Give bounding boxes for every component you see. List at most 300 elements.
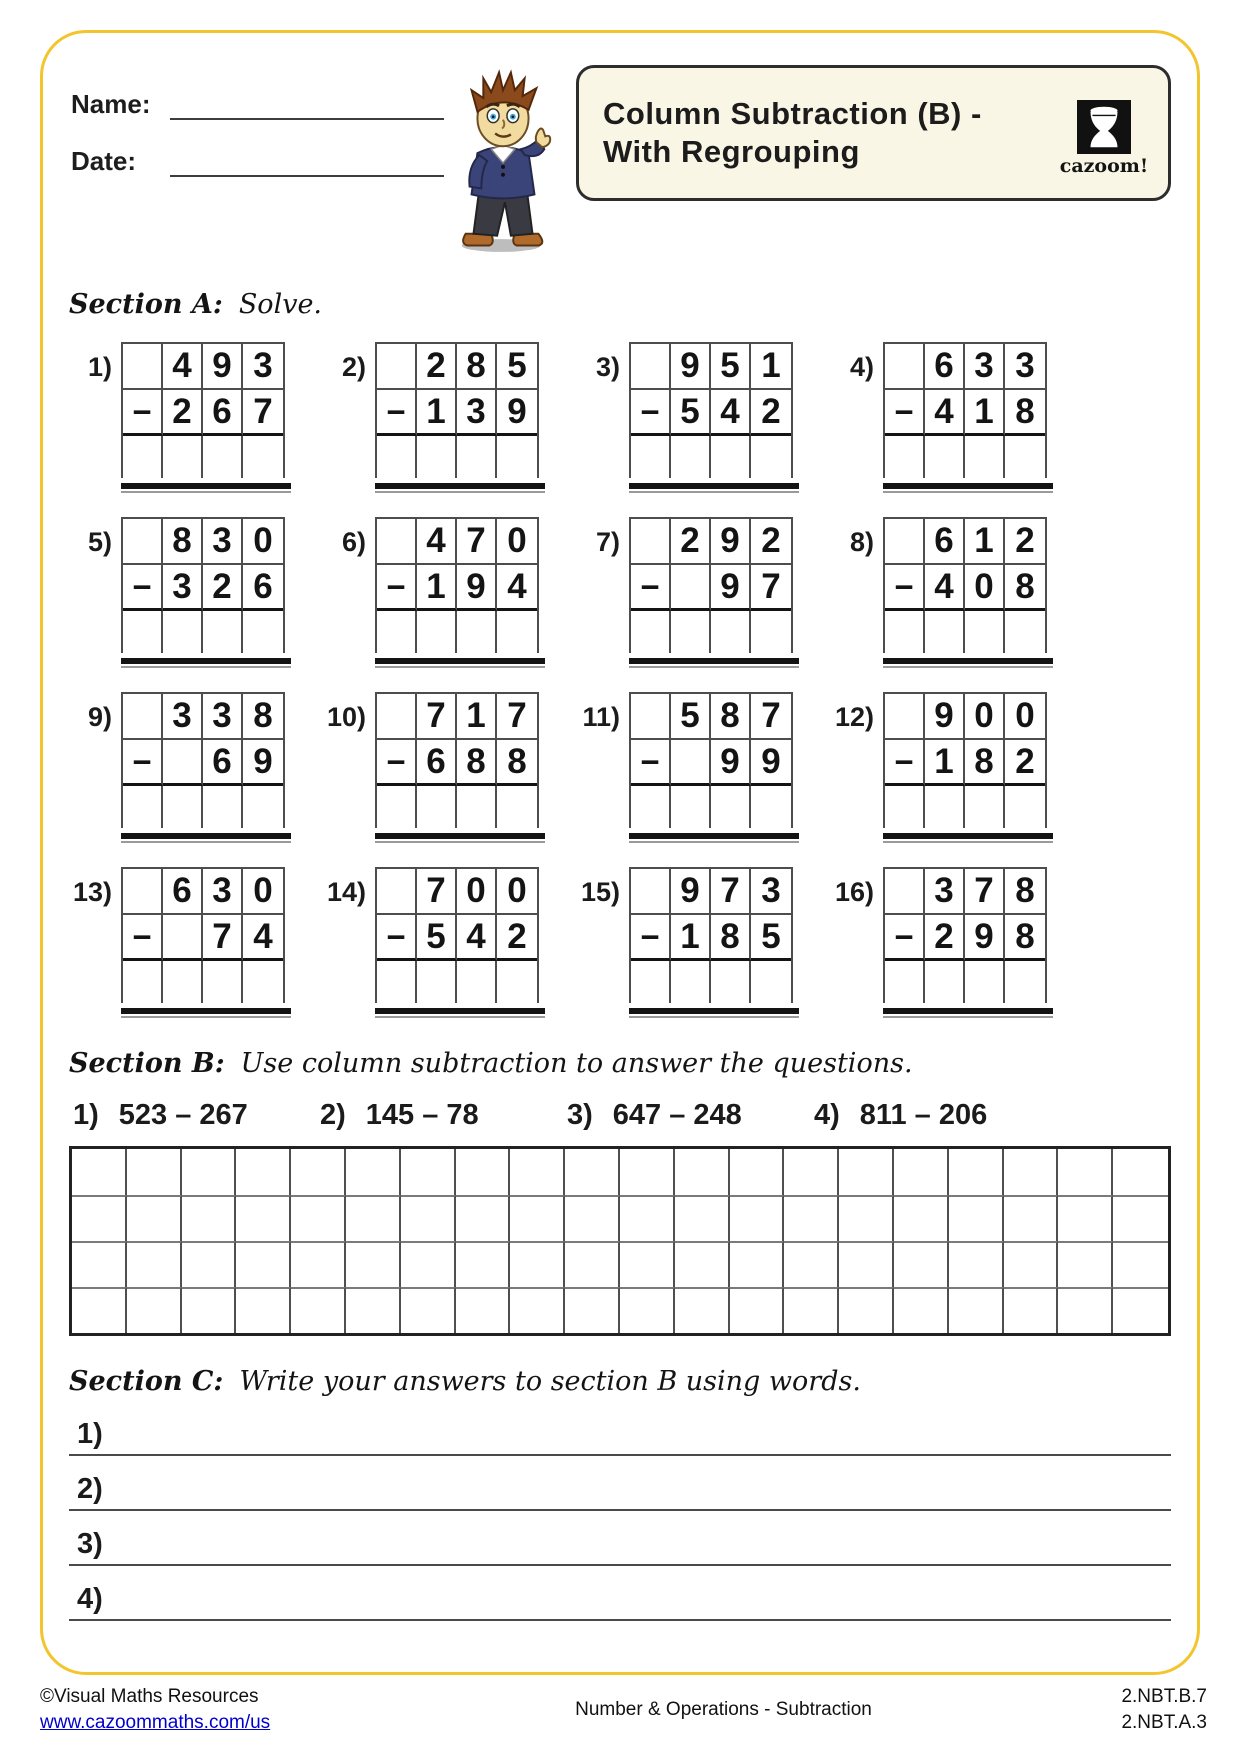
answer-cell[interactable]: [711, 961, 751, 1003]
digit-cell: 3: [163, 694, 203, 740]
work-grid-cell[interactable]: [72, 1149, 127, 1195]
digit-cell: 2: [163, 390, 203, 436]
section-b-problem: [814, 1099, 1061, 1132]
answer-cell[interactable]: [163, 961, 203, 1003]
standard-code-1: 2.NBT.B.7: [1121, 1686, 1207, 1707]
answer-cell[interactable]: [203, 786, 243, 828]
work-grid-cell[interactable]: [456, 1195, 511, 1241]
answer-cell[interactable]: [965, 611, 1005, 653]
answer-thick-line: [121, 1008, 291, 1014]
column-subtraction-grid: [629, 867, 793, 1003]
cazoommaths-link[interactable]: www.cazoommaths.com/us: [40, 1711, 271, 1733]
answer-thick-line: [375, 483, 545, 489]
problem-number: 4): [849, 352, 874, 382]
answer-thin-line: [375, 1016, 545, 1018]
answer-cell[interactable]: [243, 786, 283, 828]
top-number-row: [631, 869, 791, 915]
digit-cell: 0: [243, 869, 283, 915]
answer-thin-line: [883, 841, 1053, 843]
problem-number: 6): [341, 527, 366, 557]
subtraction-expression: 145 – 78: [365, 1099, 479, 1131]
digit-cell: [377, 869, 417, 915]
work-grid-cell[interactable]: [1058, 1241, 1113, 1287]
work-grid-cell[interactable]: [346, 1149, 401, 1195]
line-number: 4): [77, 1583, 103, 1615]
digit-cell: [885, 694, 925, 740]
answer-cell[interactable]: [123, 436, 163, 478]
answer-thin-line: [883, 666, 1053, 668]
column-subtraction-grid: [121, 692, 285, 828]
column-subtraction-grid: [375, 867, 539, 1003]
subtraction-problem: [577, 692, 831, 843]
work-grid-cell[interactable]: [456, 1149, 511, 1195]
work-grid-cell[interactable]: [1113, 1149, 1168, 1195]
digit-cell: 3: [751, 869, 791, 915]
answer-thick-line: [883, 483, 1053, 489]
work-grid-cell[interactable]: [784, 1287, 839, 1333]
subtraction-expression: 523 – 267: [118, 1099, 248, 1131]
work-grid-cell[interactable]: [291, 1149, 346, 1195]
work-grid-cell[interactable]: [72, 1241, 127, 1287]
work-grid-cell[interactable]: [346, 1287, 401, 1333]
section-c-heading: Section C: Write your answers to section B using words.: [69, 1366, 861, 1397]
work-grid-cell[interactable]: [1058, 1287, 1113, 1333]
work-grid-cell[interactable]: [675, 1149, 730, 1195]
work-grid-cell[interactable]: [182, 1195, 237, 1241]
problem-number: 1): [87, 352, 112, 382]
work-grid-cell[interactable]: [510, 1195, 565, 1241]
digit-cell: 6: [417, 740, 457, 786]
work-grid-cell[interactable]: [1004, 1241, 1059, 1287]
hourglass-drum-icon: [1077, 100, 1131, 154]
answer-writing-line[interactable]: [69, 1456, 1171, 1511]
mid-number-row: [631, 915, 791, 961]
answer-cell[interactable]: [497, 436, 537, 478]
work-grid-cell[interactable]: [236, 1241, 291, 1287]
digit-cell: 3: [925, 869, 965, 915]
digit-cell: 0: [965, 565, 1005, 611]
work-grid-cell[interactable]: [730, 1241, 785, 1287]
work-grid-cell[interactable]: [675, 1241, 730, 1287]
work-grid-cell[interactable]: [565, 1149, 620, 1195]
mid-number-row: [631, 740, 791, 786]
work-grid-cell[interactable]: [730, 1149, 785, 1195]
answer-cell[interactable]: [711, 611, 751, 653]
answer-cell[interactable]: [751, 436, 791, 478]
answer-thick-line: [629, 658, 799, 664]
answer-cell[interactable]: [123, 961, 163, 1003]
minus-sign-cell: −: [377, 565, 417, 611]
answer-cell[interactable]: [631, 786, 671, 828]
digit-cell: [885, 344, 925, 390]
answer-cell[interactable]: [497, 786, 537, 828]
column-subtraction-grid: [375, 692, 539, 828]
work-grid-cell[interactable]: [784, 1149, 839, 1195]
answer-cell[interactable]: [243, 436, 283, 478]
work-grid-cell[interactable]: [839, 1241, 894, 1287]
work-grid-cell[interactable]: [1058, 1195, 1113, 1241]
digit-cell: 4: [163, 344, 203, 390]
answer-cell[interactable]: [751, 786, 791, 828]
answer-cell[interactable]: [377, 611, 417, 653]
problem-number: 2): [341, 352, 366, 382]
answer-cell[interactable]: [885, 961, 925, 1003]
work-grid-cell[interactable]: [127, 1149, 182, 1195]
mid-number-row: [377, 565, 537, 611]
minus-sign-cell: −: [377, 740, 417, 786]
answer-cell[interactable]: [711, 436, 751, 478]
digit-cell: 0: [497, 869, 537, 915]
mid-number-row: [885, 565, 1045, 611]
answer-row: [631, 436, 791, 478]
digit-cell: 7: [457, 519, 497, 565]
work-grid-cell[interactable]: [894, 1241, 949, 1287]
work-grid-cell[interactable]: [401, 1287, 456, 1333]
work-grid-cell[interactable]: [1004, 1287, 1059, 1333]
work-grid-cell[interactable]: [730, 1195, 785, 1241]
mid-number-row: [123, 390, 283, 436]
minus-sign-cell: −: [631, 390, 671, 436]
answer-row: [885, 611, 1045, 653]
answer-cell[interactable]: [497, 611, 537, 653]
work-grid-cell[interactable]: [894, 1195, 949, 1241]
answer-cell[interactable]: [457, 611, 497, 653]
work-grid-cell[interactable]: [510, 1149, 565, 1195]
work-grid-cell[interactable]: [675, 1195, 730, 1241]
column-subtraction-grid: [121, 867, 285, 1003]
work-grid-cell[interactable]: [949, 1287, 1004, 1333]
answer-cell[interactable]: [751, 961, 791, 1003]
digit-cell: [631, 694, 671, 740]
answer-cell[interactable]: [885, 436, 925, 478]
subtraction-problem: [831, 342, 1085, 493]
answer-cell[interactable]: [671, 436, 711, 478]
work-grid-cell[interactable]: [620, 1195, 675, 1241]
name-input-line[interactable]: [170, 90, 444, 120]
problem-grid: [121, 342, 291, 493]
answer-writing-line[interactable]: [69, 1511, 1171, 1566]
answer-thick-line: [121, 658, 291, 664]
digit-cell: 8: [243, 694, 283, 740]
answer-cell[interactable]: [377, 436, 417, 478]
work-grid-cell[interactable]: [291, 1241, 346, 1287]
digit-cell: 3: [1005, 344, 1045, 390]
answer-cell[interactable]: [457, 436, 497, 478]
digit-cell: 2: [671, 519, 711, 565]
work-grid-cell[interactable]: [839, 1287, 894, 1333]
work-grid-cell[interactable]: [675, 1287, 730, 1333]
work-grid-cell[interactable]: [1004, 1195, 1059, 1241]
answer-cell[interactable]: [417, 436, 457, 478]
work-grid-cell[interactable]: [620, 1149, 675, 1195]
work-grid-cell[interactable]: [346, 1195, 401, 1241]
mid-number-row: [377, 915, 537, 961]
answer-cell[interactable]: [965, 961, 1005, 1003]
answer-cell[interactable]: [123, 611, 163, 653]
work-grid-cell[interactable]: [510, 1241, 565, 1287]
work-grid-cell[interactable]: [182, 1241, 237, 1287]
answer-cell[interactable]: [631, 961, 671, 1003]
footer: [40, 1684, 1207, 1735]
answer-cell[interactable]: [417, 786, 457, 828]
column-subtraction-grid: [883, 517, 1047, 653]
work-grid-cell[interactable]: [894, 1149, 949, 1195]
mid-number-row: [377, 740, 537, 786]
work-grid-cell[interactable]: [236, 1195, 291, 1241]
work-grid-cell[interactable]: [401, 1149, 456, 1195]
problem-number: 5): [87, 527, 112, 557]
answer-cell[interactable]: [671, 611, 711, 653]
work-grid-cell[interactable]: [620, 1241, 675, 1287]
minus-sign-cell: −: [123, 565, 163, 611]
work-grid-cell[interactable]: [346, 1241, 401, 1287]
digit-cell: 0: [1005, 694, 1045, 740]
logo-wordmark: cazoom!: [1059, 154, 1149, 177]
problem-number: 12): [834, 702, 874, 732]
digit-cell: 6: [203, 390, 243, 436]
answer-row: [123, 961, 283, 1003]
work-grid-cell[interactable]: [839, 1195, 894, 1241]
digit-cell: 5: [417, 915, 457, 961]
minus-sign-cell: −: [377, 390, 417, 436]
work-grid-cell[interactable]: [784, 1241, 839, 1287]
work-grid-cell[interactable]: [565, 1241, 620, 1287]
top-number-row: [885, 519, 1045, 565]
answer-thin-line: [375, 666, 545, 668]
answer-cell[interactable]: [925, 786, 965, 828]
date-input-line[interactable]: [170, 147, 444, 177]
answer-cell[interactable]: [751, 611, 791, 653]
answer-cell[interactable]: [417, 611, 457, 653]
digit-cell: 9: [711, 565, 751, 611]
work-grid-cell[interactable]: [291, 1195, 346, 1241]
work-grid-cell[interactable]: [127, 1287, 182, 1333]
work-grid-cell[interactable]: [949, 1241, 1004, 1287]
work-grid-cell[interactable]: [401, 1195, 456, 1241]
work-grid-cell[interactable]: [291, 1287, 346, 1333]
answer-thick-line: [375, 658, 545, 664]
answer-row: [885, 786, 1045, 828]
answer-cell[interactable]: [377, 961, 417, 1003]
work-grid-cell[interactable]: [949, 1149, 1004, 1195]
mid-number-row: [123, 740, 283, 786]
answer-thin-line: [629, 666, 799, 668]
problem-number: 3): [567, 1099, 593, 1131]
digit-cell: 8: [711, 915, 751, 961]
answer-cell[interactable]: [203, 436, 243, 478]
problem-number: 14): [326, 877, 366, 907]
answer-row: [377, 436, 537, 478]
answer-row: [377, 786, 537, 828]
problem-number: 13): [72, 877, 112, 907]
answer-cell[interactable]: [671, 786, 711, 828]
digit-cell: 1: [751, 344, 791, 390]
digit-cell: 5: [671, 390, 711, 436]
column-subtraction-grid: [375, 342, 539, 478]
digit-cell: 4: [711, 390, 751, 436]
digit-cell: 8: [457, 740, 497, 786]
work-grid-cell[interactable]: [784, 1195, 839, 1241]
problem-grid: [121, 867, 291, 1018]
work-grid-cell[interactable]: [127, 1241, 182, 1287]
work-grid-cell[interactable]: [894, 1287, 949, 1333]
answer-cell[interactable]: [671, 961, 711, 1003]
answer-cell[interactable]: [457, 786, 497, 828]
work-grid-cell[interactable]: [1058, 1149, 1113, 1195]
answer-row: [631, 786, 791, 828]
answer-cell[interactable]: [243, 611, 283, 653]
answer-cell[interactable]: [925, 611, 965, 653]
section-b-work-grid: [69, 1146, 1171, 1336]
digit-cell: 9: [671, 344, 711, 390]
work-grid-cell[interactable]: [565, 1287, 620, 1333]
standards-block: [1072, 1684, 1207, 1735]
work-grid-cell[interactable]: [182, 1287, 237, 1333]
answer-writing-line[interactable]: [69, 1401, 1171, 1456]
digit-cell: 9: [925, 694, 965, 740]
problem-grid: [883, 867, 1053, 1018]
answer-cell[interactable]: [925, 436, 965, 478]
work-grid-cell[interactable]: [620, 1287, 675, 1333]
problem-number: 15): [580, 877, 620, 907]
answer-cell[interactable]: [163, 611, 203, 653]
top-number-row: [377, 519, 537, 565]
answer-thick-line: [883, 658, 1053, 664]
top-number-row: [631, 519, 791, 565]
work-grid-cell[interactable]: [565, 1195, 620, 1241]
work-grid-cell[interactable]: [72, 1287, 127, 1333]
digit-cell: 2: [1005, 519, 1045, 565]
problem-number: 8): [849, 527, 874, 557]
copyright-text: ©Visual Maths Resources: [40, 1686, 259, 1707]
problem-number: 4): [814, 1099, 840, 1131]
digit-cell: 9: [711, 519, 751, 565]
digit-cell: 4: [243, 915, 283, 961]
answer-cell[interactable]: [885, 611, 925, 653]
top-number-row: [885, 344, 1045, 390]
work-grid-cell[interactable]: [949, 1195, 1004, 1241]
digit-cell: 3: [203, 869, 243, 915]
answer-cell[interactable]: [965, 786, 1005, 828]
top-number-row: [377, 869, 537, 915]
column-subtraction-grid: [375, 517, 539, 653]
minus-sign-cell: −: [631, 740, 671, 786]
answer-cell[interactable]: [925, 961, 965, 1003]
work-grid-cell[interactable]: [1004, 1149, 1059, 1195]
digit-cell: 1: [671, 915, 711, 961]
mid-number-row: [631, 565, 791, 611]
digit-cell: [123, 694, 163, 740]
subtraction-expression: 811 – 206: [859, 1099, 988, 1131]
work-grid-cell[interactable]: [1113, 1287, 1168, 1333]
mid-number-row: [123, 915, 283, 961]
answer-thick-line: [629, 1008, 799, 1014]
answer-cell[interactable]: [631, 436, 671, 478]
answer-cell[interactable]: [711, 786, 751, 828]
digit-cell: 9: [243, 740, 283, 786]
work-grid-cell[interactable]: [839, 1149, 894, 1195]
work-grid-cell[interactable]: [182, 1149, 237, 1195]
section-b-problem: [567, 1099, 814, 1132]
digit-cell: [163, 915, 203, 961]
answer-cell[interactable]: [497, 961, 537, 1003]
answer-cell[interactable]: [885, 786, 925, 828]
answer-cell[interactable]: [1005, 436, 1045, 478]
header: [69, 61, 1171, 255]
problem-number: 9): [87, 702, 112, 732]
answer-cell[interactable]: [123, 786, 163, 828]
problem-number: 16): [834, 877, 874, 907]
digit-cell: [123, 519, 163, 565]
problem-grid: [629, 692, 799, 843]
digit-cell: 8: [457, 344, 497, 390]
work-grid-cell[interactable]: [236, 1149, 291, 1195]
answer-cell[interactable]: [203, 611, 243, 653]
digit-cell: 8: [1005, 915, 1045, 961]
answer-cell[interactable]: [1005, 786, 1045, 828]
digit-cell: 8: [711, 694, 751, 740]
mid-number-row: [885, 390, 1045, 436]
problem-grid: [629, 517, 799, 668]
digit-cell: [377, 694, 417, 740]
name-date-block: [69, 61, 444, 203]
work-grid-cell[interactable]: [1113, 1241, 1168, 1287]
minus-sign-cell: −: [885, 390, 925, 436]
answer-cell[interactable]: [163, 786, 203, 828]
answer-cell[interactable]: [1005, 961, 1045, 1003]
work-grid-cell[interactable]: [510, 1287, 565, 1333]
answer-thin-line: [883, 1016, 1053, 1018]
answer-cell[interactable]: [203, 961, 243, 1003]
answer-cell[interactable]: [457, 961, 497, 1003]
digit-cell: 7: [417, 869, 457, 915]
work-grid-cell[interactable]: [401, 1241, 456, 1287]
answer-cell[interactable]: [1005, 611, 1045, 653]
subtraction-expression: 647 – 248: [612, 1099, 742, 1131]
work-grid-cell[interactable]: [456, 1241, 511, 1287]
digit-cell: [163, 740, 203, 786]
work-grid-cell[interactable]: [730, 1287, 785, 1333]
answer-row: [377, 611, 537, 653]
digit-cell: 0: [457, 869, 497, 915]
problem-number: 1): [73, 1099, 99, 1131]
answer-cell[interactable]: [243, 961, 283, 1003]
digit-cell: 2: [497, 915, 537, 961]
work-grid-cell[interactable]: [1113, 1195, 1168, 1241]
answer-cell[interactable]: [965, 436, 1005, 478]
digit-cell: 7: [243, 390, 283, 436]
answer-cell[interactable]: [631, 611, 671, 653]
digit-cell: 9: [497, 390, 537, 436]
digit-cell: 4: [925, 390, 965, 436]
answer-writing-line[interactable]: [69, 1566, 1171, 1621]
answer-cell[interactable]: [163, 436, 203, 478]
answer-cell[interactable]: [377, 786, 417, 828]
digit-cell: 6: [925, 344, 965, 390]
problem-grid: [629, 867, 799, 1018]
work-grid-cell[interactable]: [236, 1287, 291, 1333]
answer-thick-line: [629, 833, 799, 839]
work-grid-cell[interactable]: [127, 1195, 182, 1241]
subtraction-problem: [323, 342, 577, 493]
digit-cell: 1: [417, 565, 457, 611]
answer-cell[interactable]: [417, 961, 457, 1003]
work-grid-cell[interactable]: [72, 1195, 127, 1241]
problem-grid: [883, 692, 1053, 843]
work-grid-cell[interactable]: [456, 1287, 511, 1333]
minus-sign-cell: −: [885, 740, 925, 786]
footer-topic: Number & Operations - Subtraction: [575, 1698, 872, 1720]
